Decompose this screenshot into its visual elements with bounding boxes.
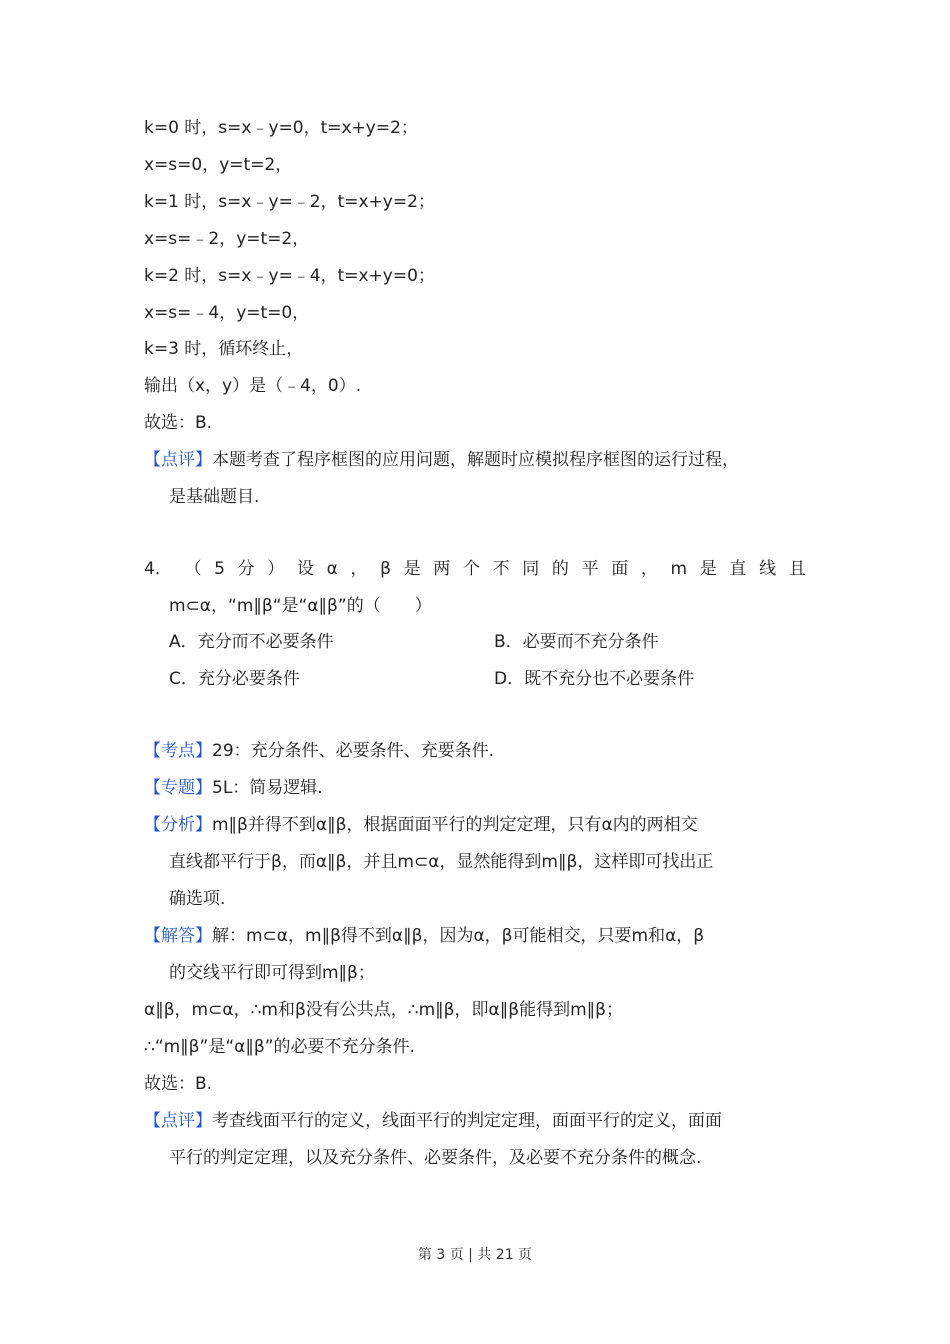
stem-token: 直 [729,559,747,579]
solution-line: 故选：B. [144,413,213,433]
comment-line [144,448,739,472]
fenxi-line [144,813,698,837]
page-footer: 第 3 页 | 共 21 页 [417,1247,533,1263]
stem-token: 是 [403,559,421,579]
solution-line: x=s=﹣4，y=t=0， [144,303,310,323]
fenxi-line: 确选项. [169,889,226,909]
kaodian-tag: 【考点】 [144,741,212,761]
question-stem [144,557,806,581]
stem-token: ） [267,559,285,579]
stem-token: 两 [433,559,451,579]
stem-token: β [380,559,391,579]
jieda-tag: 【解答】 [144,926,212,946]
stem-token: 不 [492,559,510,579]
stem-token: 平 [581,559,599,579]
dianping-text: 考查线面平行的定义，线面平行的判定定理，面面平行的定义，面面 [212,1111,722,1131]
zhuanti-text: 5L：简易逻辑. [212,778,323,798]
stem-token: m [670,559,688,579]
stem-token: ， [640,559,658,579]
stem-token: 5 [214,559,225,579]
jieda-text: 解：m⊂α，m∥β得不到α∥β，因为α，β可能相交，只要m和α，β [212,926,705,946]
option-c: C．充分必要条件 [169,669,300,689]
stem-token: 面 [611,559,629,579]
jieda-line: α∥β，m⊂α，∴m和β没有公共点，∴m∥β，即α∥β能得到m∥β； [144,1000,623,1020]
question-stem-2: m⊂α，“m∥β“是“α∥β”的（ ） [169,596,432,616]
option-a: A．充分而不必要条件 [169,632,334,652]
stem-token: 的 [551,559,569,579]
solution-line: k=3 时，循环终止， [144,339,304,359]
stem-token: 线 [759,559,777,579]
solution-line: k=2 时，s=x﹣y=﹣4，t=x+y=0； [144,266,435,286]
dianping-line: 平行的判定定理，以及充分条件、必要条件，及必要不充分条件的概念. [169,1148,702,1168]
solution-line: 输出（x，y）是（﹣4，0）. [144,376,362,396]
zhuanti-line [144,776,323,800]
jieda-line: 故选：B. [144,1074,213,1094]
solution-line: k=1 时，s=x﹣y=﹣2，t=x+y=2； [144,192,435,212]
stem-token: α [326,559,338,579]
solution-line: x=s=0，y=t=2， [144,155,293,175]
fenxi-text: m∥β并得不到α∥β，根据面面平行的判定定理，只有α内的两相交 [212,815,698,835]
fenxi-tag: 【分析】 [144,815,212,835]
stem-token: 个 [462,559,480,579]
stem-token: 分 [237,559,255,579]
zhuanti-tag: 【专题】 [144,778,212,798]
solution-line: x=s=﹣2，y=t=2， [144,229,310,249]
dianping-tag: 【点评】 [144,1111,212,1131]
kaodian-text: 29：充分条件、必要条件、充要条件. [212,741,495,761]
comment-tag: 【点评】 [144,450,212,470]
stem-token: 且 [788,559,806,579]
stem-token: 4． [144,559,172,579]
solution-line: k=0 时，s=x﹣y=0，t=x+y=2； [144,118,418,138]
stem-token: 设 [296,559,314,579]
option-d: D．既不充分也不必要条件 [494,669,695,689]
comment-line: 是基础题目. [169,487,260,507]
jieda-line: ∴“m∥β”是“α∥β”的必要不充分条件. [144,1037,415,1057]
dianping-line [144,1109,722,1133]
stem-token: 是 [699,559,717,579]
comment-text: 本题考查了程序框图的应用问题，解题时应模拟程序框图的运行过程， [212,450,739,470]
fenxi-line: 直线都平行于β，而α∥β，并且m⊂α，显然能得到m∥β，这样即可找出正 [169,852,714,872]
option-b: B．必要而不充分条件 [494,632,659,652]
jieda-line [144,924,704,948]
stem-token: 同 [522,559,540,579]
stem-token: （ [184,559,202,579]
jieda-line: 的交线平行即可得到m∥β； [169,963,375,983]
stem-token: ， [350,559,368,579]
kaodian-line [144,739,494,763]
